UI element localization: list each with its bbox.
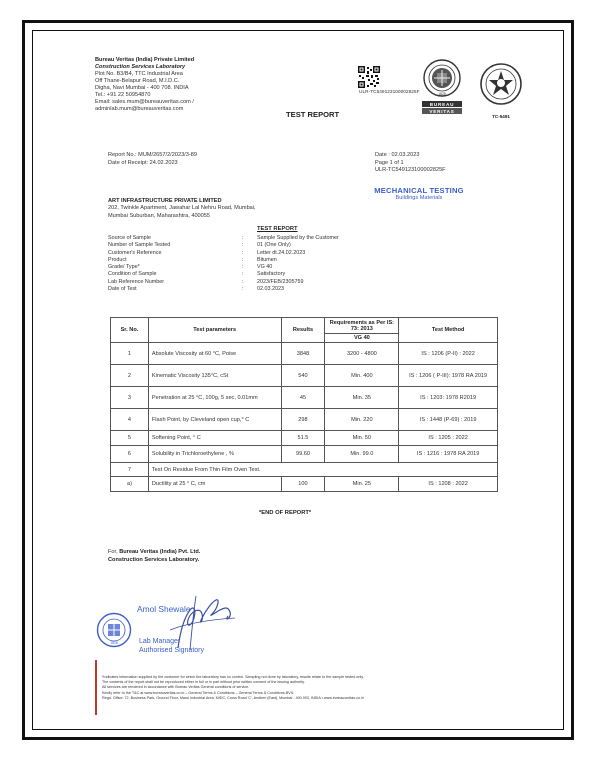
footer-line: All services are rendered in accordance with Bureau Veritas General conditions of service. [102,685,250,690]
cell-requirement: Min. 35 [325,387,399,409]
cell-sr: 5 [111,431,149,446]
cell-sr: 3 [111,387,149,409]
address-line: Off Thane-Belapur Road, M.I.D.C. [95,78,180,84]
table-row [111,463,498,477]
end-of-report: *END OF REPORT* [259,510,312,516]
cell-result: 540 [281,365,325,387]
cell-result: 3848 [281,343,325,365]
info-colon: : [241,235,244,241]
info-key: Condition of Sample [108,271,157,278]
info-key: Lab Reference Number [108,278,165,285]
footer-notes [102,675,504,701]
info-row [108,250,339,257]
footer-line: The contents of the report shall not be reproduced either in full or in part without prior written consent of the issuing authority. [102,680,305,685]
tc-code: TC-5491 [492,114,510,119]
cell-param: Absolute Viscosity at 60 °C, Poise [148,343,281,365]
page-title: TEST REPORT [286,110,340,119]
cell-param: Solubility in Trichloroethylene , % [148,446,281,463]
cell-method: IS : 1206 ( P-III): 1978 RA 2019 [399,365,498,387]
company-division: Construction Services Laboratory [95,64,186,70]
footer-line: Kindly refer to the T&C at www.bureauveritas.co.in – General Terms & Conditions – General Terms & Conditions-BVIL [102,690,294,695]
client-address: 202, Twinkle Apartment, Jawahar Lal Nehru Road, Mumbai, [108,205,256,212]
info-row [108,235,339,242]
info-value: 02.03.2023 [257,286,284,293]
cell-requirement: Min. 400 [325,365,399,387]
info-key: Customer's Reference [108,249,162,256]
header-sr: Sr. No. [111,318,149,343]
info-colon: : [241,256,244,263]
handwritten-signature [150,588,240,653]
info-colon: : [241,249,244,256]
receipt-date: Date of Receipt: 24.02.2023 [108,159,178,166]
info-row [108,257,339,264]
company-header [95,57,285,113]
info-row [108,279,339,286]
info-value: Satisfactory [257,271,286,278]
info-key: Source of Sample [108,235,151,241]
cell-requirement: Min. 99.0 [325,446,399,463]
info-key: Product [108,256,127,263]
info-colon: : [241,286,244,293]
address-line: Digha, Navi Mumbai - 400 708. INDIA [95,85,189,91]
table-row [111,431,498,446]
cell-result: 45 [281,387,325,409]
report-date: Date : 02.03.2023 [375,152,420,158]
cell-method: IS : 1208 : 2022 [399,477,498,492]
client-name: ART INFRASTRUCTURE PRIVATE LIMITED [108,198,222,204]
cell-result: 99.60 [281,446,325,463]
info-value: VG 40 [257,264,273,271]
info-row [108,286,339,293]
info-value: Letter dt.24.02.2023 [257,249,306,256]
cell-requirement: 3200 - 4800 [325,343,399,365]
signoff-line-2: Construction Services Laboratory. [108,557,200,563]
sample-heading: TEST REPORT [257,226,298,232]
table-row [111,477,498,492]
header-grade: VG 40 [325,334,399,343]
category-subtitle: Buildings Materials [395,195,443,201]
info-value: 2023/FEB/2305759 [257,278,304,285]
qr-code-icon [358,66,380,88]
bv-logo-word-2: VERITAS [429,108,455,114]
table-header-row [111,318,498,334]
signoff-line-1 [108,548,200,556]
cell-requirement: Min. 25 [325,477,399,492]
page-number: Page 1 of 1 [375,159,404,166]
bureau-veritas-logo-icon [420,58,464,118]
table-row [111,387,498,409]
cell-sr: 4 [111,409,149,431]
cell-requirement: Min. 220 [325,409,399,431]
info-key: Date of Test [108,286,137,293]
report-number: Report No.: MUM/2657/2/2023/3-89 [108,152,197,158]
bv-logo-word-1: BUREAU [429,101,455,107]
category-title: MECHANICAL TESTING [374,186,464,195]
info-key: Grade/ Type* [108,264,140,271]
results-table [110,317,498,492]
cell-method: IS : 1448 (P-69) : 2019 [399,409,498,431]
cell-param: Kinematic Viscosity 135°C, cSt [148,365,281,387]
table-row [111,365,498,387]
client-block [108,198,368,220]
ulr-number: ULR-TC549123100002825F [375,167,446,174]
email-line: Email: sales.mum@bureauveritas.com / [95,99,194,105]
bv-logo-year: 1828 [438,92,446,96]
header-ulr: ULR-TC549123100002825F [359,90,420,95]
cell-param: Penetration at 25 °C, 100g, 5 sec, 0.01mm [148,387,281,409]
accreditation-logo-icon [478,60,524,122]
cell-param: Test On Residue From Thin Film Oven Test. [148,463,497,477]
table-row [111,409,498,431]
header-param: Test parameters [148,318,281,343]
email-line: adminlab.mum@bureauveritas.com [95,106,184,112]
info-key: Number of Sample Tested [108,242,171,249]
company-name: Bureau Veritas (India) Private Limited [95,57,195,63]
cell-param: Ductility at 25 ° C, cm [148,477,281,492]
info-value: Sample Supplied by the Customer [257,235,339,241]
cell-param: Flash Point, by Cleveland open cup,° C [148,409,281,431]
info-colon: : [241,278,244,285]
telephone: Tel.: +91 22 50954870 [95,92,151,98]
cell-sr: 7 [111,463,149,477]
client-address: Mumbai Suburban, Maharashtra, 400055 [108,212,210,219]
table-row [111,446,498,463]
header-method: Test Method [399,318,498,343]
info-colon: : [241,242,244,249]
cell-result: 100 [281,477,325,492]
address-line: Plot No. B3/B4, TTC Industrial Area [95,71,183,77]
report-meta-left [108,152,197,167]
signoff-company: Bureau Veritas (India) Pvt. Ltd. [119,549,201,555]
report-meta-right [375,152,446,175]
info-row [108,242,339,249]
info-row [108,271,339,278]
header-results: Results [281,318,325,343]
cell-method: IS : 1203: 1978 R2019 [399,387,498,409]
cell-sr: 1 [111,343,149,365]
header-requirements: Requirements as Per IS: 73: 2013 [325,318,399,334]
cell-sr: 2 [111,365,149,387]
cell-method: IS : 1205 : 2022 [399,431,498,446]
signoff-prefix: For, [108,549,120,555]
role-line: Lab Manager [139,638,181,645]
test-category [372,186,466,201]
cell-sr: 6 [111,446,149,463]
cell-param: Softening Point, ° C [148,431,281,446]
table-row [111,343,498,365]
bv-stamp-icon [96,612,132,648]
info-value: Bitumen [257,256,277,263]
signatory-name: Amol Shewale [137,604,191,614]
footer-line: Regd. Office: 72, Business Park, Ground Floor, Marol Industrial Area, MIDC, Cross Road 'C', Andheri (East), Mumbai - 400 093, INDIA • www.bureauveritas.co.in [102,695,364,700]
info-colon: : [241,271,244,278]
sample-info [108,235,339,293]
cell-requirement: Min. 50 [325,431,399,446]
info-colon: : [241,264,244,271]
info-value: 01 (One Only) [257,242,291,249]
cell-result: 298 [281,409,325,431]
cell-sr: a) [111,477,149,492]
footer-accent-line [95,660,97,715]
stamp-year: 1828 [110,641,118,645]
role-line: Authorised Signatory [139,647,204,654]
footer-line: *Indicates information supplied by the customer for which the laboratory has no control. Sampling not done by laboratory, results relate to the sample tested only. [102,675,364,679]
info-row [108,264,339,271]
cell-method: IS : 1206 (P-II) : 2022 [399,343,498,365]
signoff-block [108,548,200,564]
cell-result: 51.5 [281,431,325,446]
cell-method: IS : 1216 : 1978 RA 2019 [399,446,498,463]
